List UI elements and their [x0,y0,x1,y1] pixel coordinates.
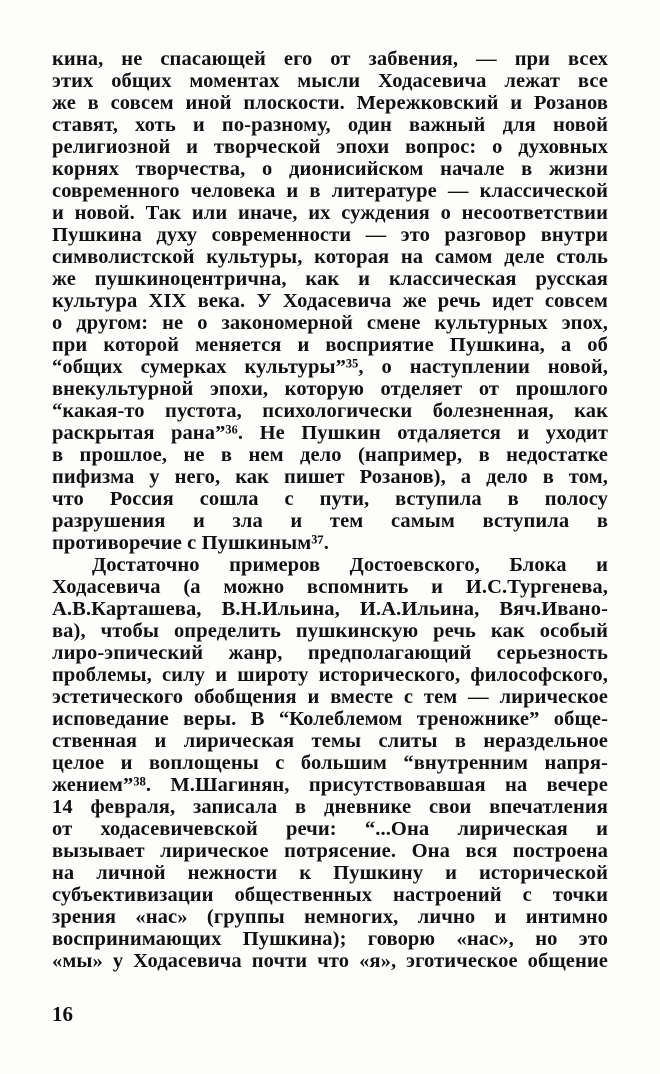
text-line: ставят, хоть и по-разному, один важный для новой [52,114,608,136]
text-line: же пушкиноцентрична, как и классическая русская [52,268,608,290]
text-line: в прошлое, не в нем дело (например, в недостатке [52,444,608,466]
text-line: кина, не спасающей его от забвения, — при всех [52,48,608,70]
text-line: от ходасевичевской речи: “...Она лирическая и [52,818,608,840]
text-line: Ходасевича (а можно вспомнить и И.С.Тургенева, [52,576,608,598]
body-text [52,48,608,972]
text-line: А.В.Карташева, В.Н.Ильина, И.А.Ильина, Вяч.Ивано- [52,598,608,620]
text-line: внекультурной эпохи, которую отделяет от прошлого [52,378,608,400]
text-line: «мы» у Ходасевича почти что «я», эготическое общение [52,950,608,972]
text-line: проблемы, силу и широту исторического, философского, [52,664,608,686]
text-line: целое и воплощены с большим “внутренним напря- [52,752,608,774]
text-line: при которой меняется и восприятие Пушкина, а об [52,334,608,356]
text-line: раскрытая рана”³⁶. Не Пушкин отдаляется и уходит [52,422,608,444]
text-line: “какая-то пустота, психологически болезненная, как [52,400,608,422]
text-line: субъективизации общественных настроений с точки [52,884,608,906]
paragraph-start-line: Достаточно примеров Достоевского, Блока и [92,554,608,576]
text-line: вызывает лирическое потрясение. Она вся построена [52,840,608,862]
text-line: о другом: не о закономерной смене культурных эпох, [52,312,608,334]
text-line: корнях творчества, о дионисийском начале в жизни [52,158,608,180]
paragraph-end-line: противоречие с Пушкиным³⁷. [52,532,329,554]
text-line: же в совсем иной плоскости. Мережковский и Розанов [52,92,608,114]
text-line: разрушения и зла и тем самым вступила в [52,510,608,532]
text-line: и новой. Так или иначе, их суждения о несоответствии [52,202,608,224]
text-line: лиро-эпический жанр, предполагающий серьезность [52,642,608,664]
text-line: пифизма у него, как пишет Розанов), а дело в том, [52,466,608,488]
text-line: на личной нежности к Пушкину и исторической [52,862,608,884]
text-line: исповедание веры. В “Колеблемом треножнике” обще- [52,708,608,730]
text-line: эстетического обобщения и вместе с тем — лирическое [52,686,608,708]
text-line: ственная и лирическая темы слиты в нераздельное [52,730,608,752]
text-line: “общих сумерках культуры”³⁵, о наступлении новой, [52,356,608,378]
text-line: что Россия сошла с пути, вступила в полосу [52,488,608,510]
text-line: воспринимающих Пушкина); говорю «нас», но это [52,928,608,950]
text-line: современного человека и в литературе — классической [52,180,608,202]
text-line: этих общих моментах мысли Ходасевича лежат все [52,70,608,92]
page-number: 16 [52,1002,73,1026]
text-line: 14 февраля, записала в дневнике свои впечатления [52,796,608,818]
text-line: жением”³⁸. М.Шагинян, присутствовавшая на вечере [52,774,608,796]
text-line: ва), чтобы определить пушкинскую речь как особый [52,620,608,642]
text-line: символистской культуры, которая на самом деле столь [52,246,608,268]
text-line: Пушкина духу современности — это разговор внутри [52,224,608,246]
text-line: культура XIX века. У Ходасевича же речь идет совсем [52,290,608,312]
text-line: зрения «нас» (группы немногих, лично и интимно [52,906,608,928]
text-line: религиозной и творческой эпохи вопрос: о духовных [52,136,608,158]
